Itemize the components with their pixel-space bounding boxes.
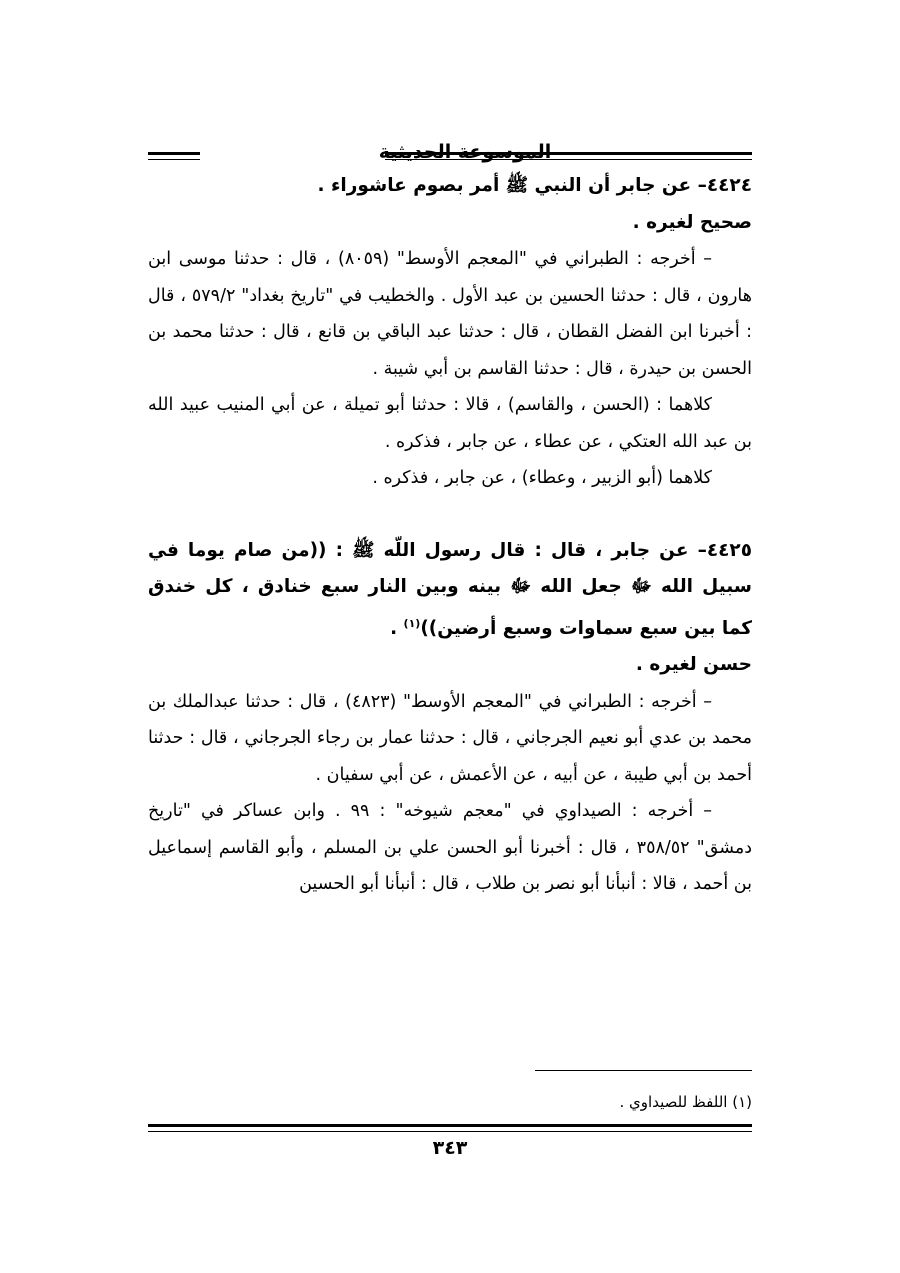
hadith-4424-kilahuma-1: كلاهما : (الحسن ، والقاسم) ، قالا : حدثنا أبو تميلة ، عن أبي المنيب عبيد الله بن عبد الله العتكي ، عن عطاء ، عن جابر ، فذكره . (148, 395, 752, 452)
footnote-rule (535, 1070, 752, 1071)
main-text (148, 168, 752, 903)
footer-rule (148, 1124, 752, 1127)
header-rule-right-thin (148, 159, 200, 160)
hadith-4425-grade: حسن لغيره . (635, 654, 752, 676)
footnote-text: (١) اللفظ للصيداوي . (619, 1093, 752, 1111)
hadith-4424-grade: صحيح لغيره . (632, 211, 752, 233)
hadith-4424-text: ٤٤٢٤– عن جابر أن النبي ﷺ أمر بصوم عاشوراء . (317, 175, 752, 196)
header-rule-right (148, 152, 200, 155)
hadith-4425-takhrij-1: – أخرجه : الطبراني في "المعجم الأوسط" (٤٨٢٣) ، قال : حدثنا عبدالملك بن محمد بن عدي أبو نعيم الجرجاني ، قال : حدثنا عمار بن رجاء الجرجاني ، قال : حدثنا أحمد بن أبي طيبة ، عن أبيه ، عن الأعمش ، عن أبي سفيان . (148, 691, 752, 785)
hadith-4424-kilahuma-2: كلاهما (أبو الزبير ، وعطاء) ، عن جابر ، فذكره . (372, 468, 712, 488)
running-header-title: الموسوعة الحديثية (378, 141, 552, 163)
hadith-4424-takhrij: – أخرجه : الطبراني في "المعجم الأوسط" (٨٠٥٩) ، قال : حدثنا موسى ابن هارون ، قال : حدثنا الحسين بن عبد الأول . والخطيب في "تاريخ بغداد" ٥٧٩/٢ ، قال : أخبرنا ابن الفضل القطان ، قال : حدثنا عبد الباقي بن قانع ، قال : حدثنا محمد بن الحسن بن حيدرة ، قال : حدثنا القاسم بن أبي شيبة . (148, 249, 752, 379)
hadith-4425-takhrij-2: – أخرجه : الصيداوي في "معجم شيوخه" : ٩٩ . وابن عساكر في "تاريخ دمشق" ٣٥٨/٥٢ ، قال : أخبرنا أبو الحسن علي بن المسلم ، وأبو القاسم إسماعيل بن أحمد ، قالا : أنبأنا أبو نصر بن طلاب ، قال : أنبأنا أبو الحسين (148, 801, 752, 895)
hadith-4425-end: . (390, 617, 404, 639)
footer-rule-thin (148, 1131, 752, 1132)
footnote-marker: (١) (403, 616, 421, 630)
page-number: ٣٤٣ (432, 1137, 468, 1159)
section-gap (148, 497, 752, 533)
hadith-4425-text (148, 533, 752, 648)
hadith-4425-body: ٤٤٢٥– عن جابر ، قال : قال رسول اللّه ﷺ : ((من صام يوما في سبيل الله ﷻ جعل الله ﷻ بينه وبين النار سبع خنادق ، كل خندق كما بين سبع سماوات وسبع أرضين)) (148, 539, 752, 639)
